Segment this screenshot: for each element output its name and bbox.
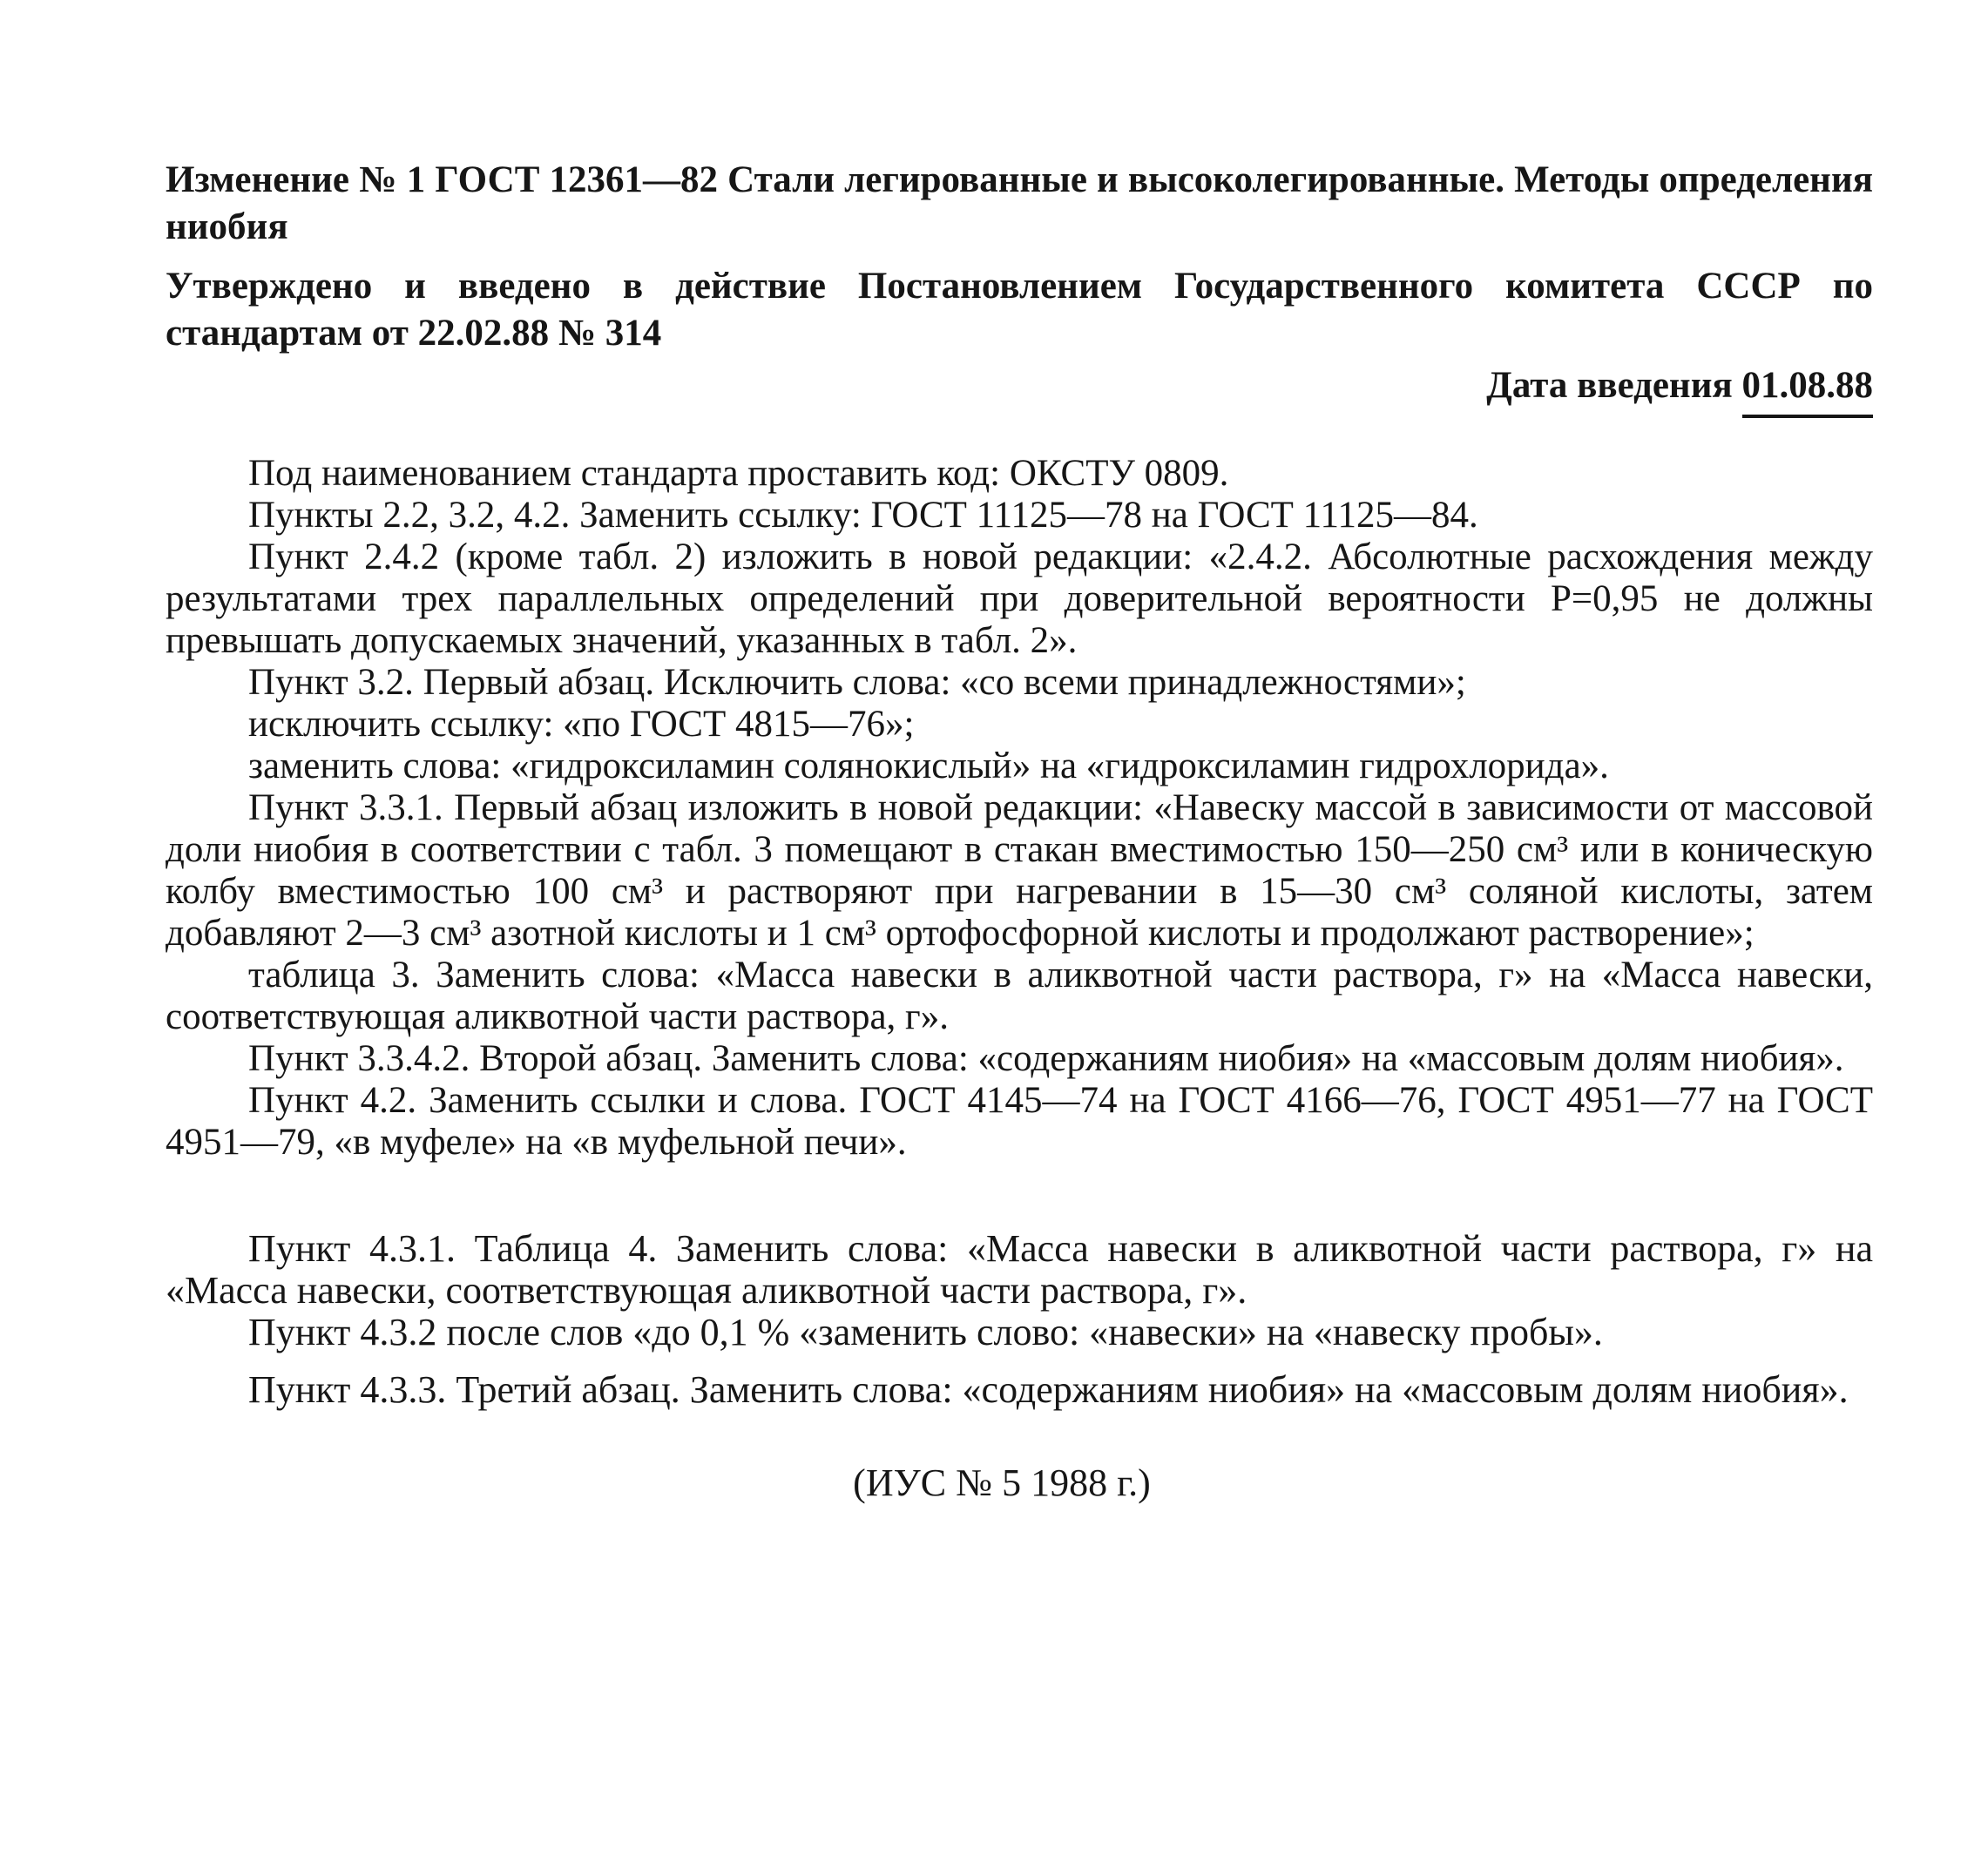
document-page [166, 157, 1873, 1505]
paragraph: Пункт 3.3.4.2. Второй абзац. Заменить слова: «содержаниям ниобия» на «массовым долям ниобия». [248, 1038, 1844, 1079]
source-reference: (ИУС № 5 1988 г.) [853, 1461, 1151, 1504]
paragraph: Пункт 4.3.1. Таблица 4. Заменить слова: «Масса навески в аликвотной части раствора, г» на «Масса навески, соответствующая аликвотной части раствора, г». [166, 1227, 1873, 1312]
effective-date [166, 362, 1873, 418]
amendment-title: Изменение № 1 ГОСТ 12361—82 Стали легированные и высоколегированные. Методы определения ниобия [166, 159, 1873, 247]
approval-statement: Утверждено и введено в действие Постановлением Государственного комитета СССР по стандартам от 22.02.88 № 314 [166, 266, 1873, 354]
paragraph: заменить слова: «гидроксиламин солянокислый» на «гидроксиламин гидрохлорида». [248, 746, 1609, 786]
paragraph: Пункт 4.2. Заменить ссылки и слова. ГОСТ 4145—74 на ГОСТ 4166—76, ГОСТ 4951—77 на ГОСТ 4951—79, «в муфеле» на «в муфельной печи». [166, 1080, 1873, 1163]
paragraph: Пункты 2.2, 3.2, 4.2. Заменить ссылку: ГОСТ 11125—78 на ГОСТ 11125—84. [248, 495, 1478, 536]
paragraph: Пункт 3.3.1. Первый абзац изложить в новой редакции: «Навеску массой в зависимости от массовой доли ниобия в соответствии с табл. 3 помещают в стакан вместимостью 150—250 см³ или в коническую колбу вместимостью 100 см³ и растворяют при нагревании в 15—30 см³ соляной кислоты, затем добавляют 2—3 см³ азотной кислоты и 1 см³ ортофосфорной кислоты и продолжают растворение»; [166, 787, 1873, 954]
paragraph: исключить ссылку: «по ГОСТ 4815—76»; [248, 704, 915, 745]
paragraph-gap [166, 1353, 1873, 1369]
paragraph: Пункт 4.3.3. Третий абзац. Заменить слова: «содержаниям ниобия» на «массовым долям ниобия». [248, 1368, 1849, 1411]
amendment-body-lower [166, 1228, 1873, 1411]
paragraph: Пункт 3.2. Первый абзац. Исключить слова: «со всеми принадлежностями»; [248, 662, 1466, 703]
effective-date-value: 01.08.88 [1742, 362, 1874, 418]
paragraph: Пункт 4.3.2 после слов «до 0,1 % «заменить слово: «навески» на «навеску пробы». [248, 1311, 1603, 1353]
paragraph: Пункт 2.4.2 (кроме табл. 2) изложить в новой редакции: «2.4.2. Абсолютные расхождения между результатами трех параллельных определений при доверительной вероятности P=0,95 не должны превышать допускаемых значений, указанных в табл. 2». [166, 536, 1873, 661]
paragraph: Под наименованием стандарта проставить код: ОКСТУ 0809. [248, 453, 1229, 494]
effective-date-label: Дата введения [1486, 365, 1733, 406]
paragraph: таблица 3. Заменить слова: «Масса навески в аликвотной части раствора, г» на «Масса навески, соответствующая аликвотной части раствора, г». [166, 955, 1873, 1037]
amendment-body [166, 453, 1873, 1164]
